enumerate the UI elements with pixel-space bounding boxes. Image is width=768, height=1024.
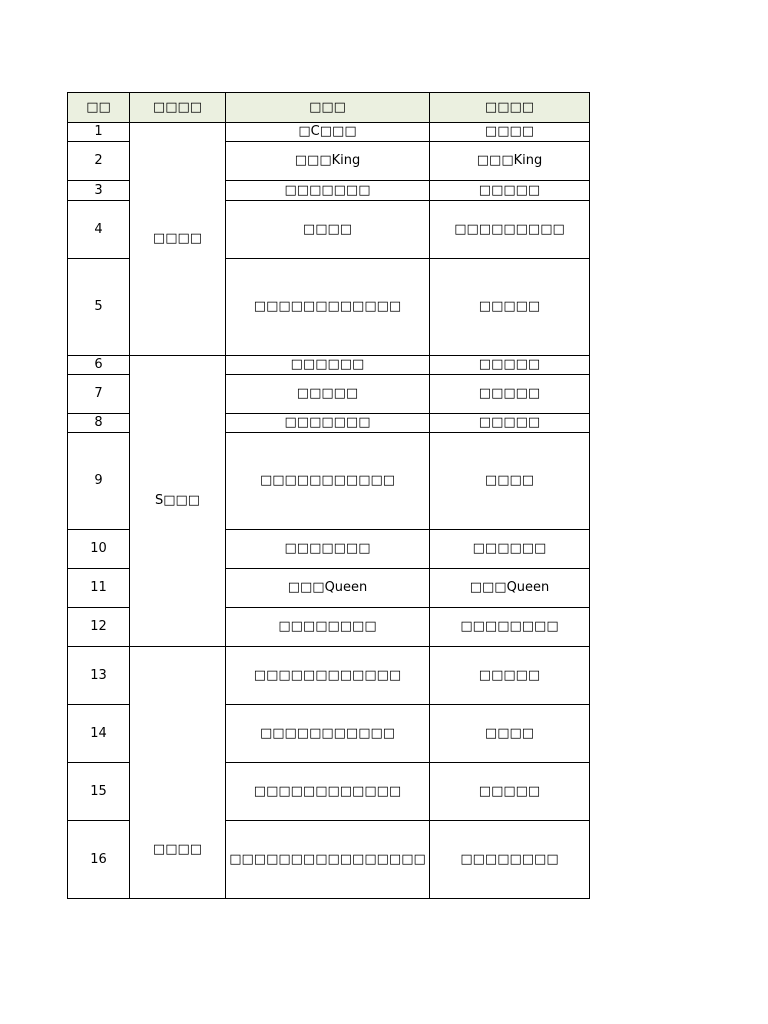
row-number-cell[interactable]: 4 [68, 201, 130, 259]
detail-cell[interactable]: □□□□ [430, 123, 590, 142]
group-cell[interactable]: □□□□ [130, 647, 226, 899]
name-cell[interactable]: □□□□□□□□□□□ [226, 433, 430, 530]
row-number-cell[interactable]: 1 [68, 123, 130, 142]
name-cell[interactable]: □□□□□□□□□□□ [226, 705, 430, 763]
name-cell[interactable]: □□□□ [226, 201, 430, 259]
detail-cell[interactable]: □□□□□ [430, 375, 590, 414]
spreadsheet-area [67, 92, 590, 899]
detail-cell[interactable]: □□□□ [430, 705, 590, 763]
row-number-cell[interactable]: 7 [68, 375, 130, 414]
name-cell[interactable]: □□□□□□□□□□□□ [226, 259, 430, 356]
table-row [68, 123, 590, 142]
row-number-cell[interactable]: 13 [68, 647, 130, 705]
name-cell[interactable]: □□□King [226, 142, 430, 181]
name-cell[interactable]: □C□□□ [226, 123, 430, 142]
detail-cell[interactable]: □□□□□ [430, 647, 590, 705]
name-cell[interactable]: □□□□□□□□□□□□ [226, 763, 430, 821]
row-number-cell[interactable]: 9 [68, 433, 130, 530]
row-number-cell[interactable]: 6 [68, 356, 130, 375]
header-cell-detail[interactable]: □□□□ [430, 93, 590, 123]
detail-cell[interactable]: □□□Queen [430, 569, 590, 608]
table-row [68, 647, 590, 705]
data-table [67, 92, 590, 899]
name-cell[interactable]: □□□□□□ [226, 356, 430, 375]
name-cell[interactable]: □□□□□□□□ [226, 608, 430, 647]
detail-cell[interactable]: □□□□□ [430, 356, 590, 375]
row-number-cell[interactable]: 12 [68, 608, 130, 647]
name-cell[interactable]: □□□□□□□ [226, 414, 430, 433]
detail-cell[interactable]: □□□□□ [430, 259, 590, 356]
row-number-cell[interactable]: 11 [68, 569, 130, 608]
table-row [68, 356, 590, 375]
row-number-cell[interactable]: 14 [68, 705, 130, 763]
detail-cell[interactable]: □□□□□□□□ [430, 608, 590, 647]
header-cell-no[interactable]: □□ [68, 93, 130, 123]
detail-cell[interactable]: □□□□□□□□□ [430, 201, 590, 259]
header-cell-name[interactable]: □□□ [226, 93, 430, 123]
row-number-cell[interactable]: 10 [68, 530, 130, 569]
name-cell[interactable]: □□□□□□□□□□□□ [226, 647, 430, 705]
header-row [68, 93, 590, 123]
name-cell[interactable]: □□□□□□□ [226, 530, 430, 569]
row-number-cell[interactable]: 15 [68, 763, 130, 821]
row-number-cell[interactable]: 16 [68, 821, 130, 899]
detail-cell[interactable]: □□□□ [430, 433, 590, 530]
row-number-cell[interactable]: 3 [68, 181, 130, 201]
row-number-cell[interactable]: 2 [68, 142, 130, 181]
row-number-cell[interactable]: 5 [68, 259, 130, 356]
group-cell[interactable]: S□□□ [130, 356, 226, 647]
name-cell[interactable]: □□□Queen [226, 569, 430, 608]
row-number-cell[interactable]: 8 [68, 414, 130, 433]
name-cell[interactable]: □□□□□□□ [226, 181, 430, 201]
header-cell-category[interactable]: □□□□ [130, 93, 226, 123]
detail-cell[interactable]: □□□□□ [430, 414, 590, 433]
name-cell[interactable]: □□□□□ [226, 375, 430, 414]
detail-cell[interactable]: □□□King [430, 142, 590, 181]
group-cell[interactable]: □□□□ [130, 123, 226, 356]
detail-cell[interactable]: □□□□□□□□ [430, 821, 590, 899]
detail-cell[interactable]: □□□□□□ [430, 530, 590, 569]
detail-cell[interactable]: □□□□□ [430, 181, 590, 201]
detail-cell[interactable]: □□□□□ [430, 763, 590, 821]
name-cell[interactable]: □□□□□□□□□□□□□□□□ [226, 821, 430, 899]
